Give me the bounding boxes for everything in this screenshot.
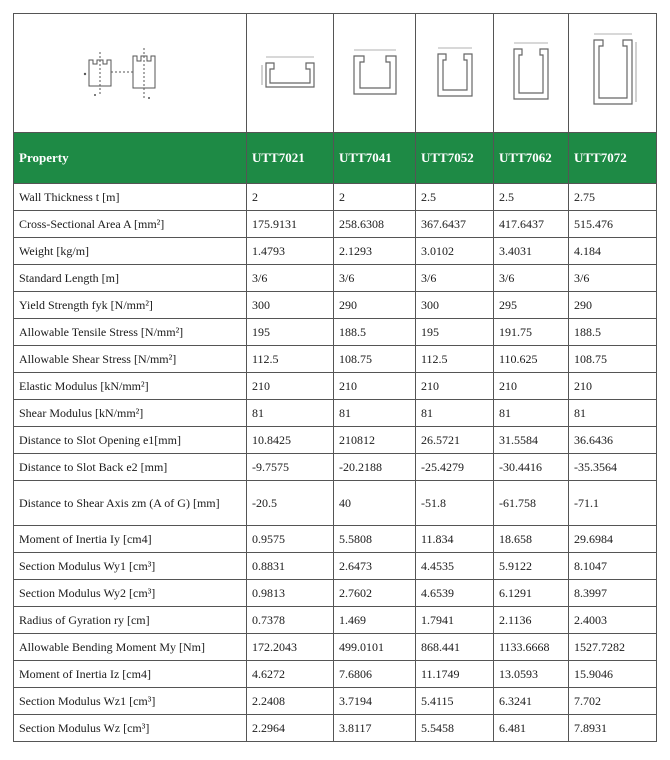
value-cell: -35.3564 xyxy=(569,454,657,481)
value-cell: 108.75 xyxy=(334,346,416,373)
profile-overview-cell xyxy=(14,14,247,133)
value-cell: 2.2964 xyxy=(247,715,334,742)
property-label: Moment of Inertia Iz [cm4] xyxy=(14,661,247,688)
value-cell: 1.4793 xyxy=(247,238,334,265)
value-cell: 10.8425 xyxy=(247,427,334,454)
value-cell: 15.9046 xyxy=(569,661,657,688)
value-cell: 4.6272 xyxy=(247,661,334,688)
utt7021-drawing-cell xyxy=(247,14,334,133)
value-cell: 5.4115 xyxy=(416,688,494,715)
value-cell: 31.5584 xyxy=(494,427,569,454)
value-cell: 3/6 xyxy=(334,265,416,292)
specification-table xyxy=(13,13,657,742)
table-row xyxy=(14,481,657,526)
value-cell: 3/6 xyxy=(416,265,494,292)
value-cell: 0.9575 xyxy=(247,526,334,553)
value-cell: 112.5 xyxy=(247,346,334,373)
value-cell: 81 xyxy=(494,400,569,427)
table-row xyxy=(14,553,657,580)
property-label: Section Modulus Wy2 [cm³] xyxy=(14,580,247,607)
value-cell: 7.6806 xyxy=(334,661,416,688)
table-row xyxy=(14,184,657,211)
table-row xyxy=(14,346,657,373)
value-cell: 6.3241 xyxy=(494,688,569,715)
value-cell: 3.8117 xyxy=(334,715,416,742)
value-cell: 1527.7282 xyxy=(569,634,657,661)
value-cell: 8.3997 xyxy=(569,580,657,607)
value-cell: 3.7194 xyxy=(334,688,416,715)
property-header: Property xyxy=(14,133,247,184)
property-label: Moment of Inertia Iy [cm4] xyxy=(14,526,247,553)
table-row xyxy=(14,688,657,715)
value-cell: 4.184 xyxy=(569,238,657,265)
value-cell: 2.5 xyxy=(416,184,494,211)
property-label: Distance to Slot Opening e1[mm] xyxy=(14,427,247,454)
property-label: Distance to Shear Axis zm (A of G) [mm] xyxy=(14,481,247,526)
property-label: Yield Strength fyk [N/mm²] xyxy=(14,292,247,319)
value-cell: 210 xyxy=(569,373,657,400)
value-cell: 2.5 xyxy=(494,184,569,211)
value-cell: 210 xyxy=(334,373,416,400)
table-row xyxy=(14,292,657,319)
table-row xyxy=(14,715,657,742)
table-row xyxy=(14,427,657,454)
value-cell: 191.75 xyxy=(494,319,569,346)
value-cell: 81 xyxy=(334,400,416,427)
property-label: Weight [kg/m] xyxy=(14,238,247,265)
value-cell: 2.75 xyxy=(569,184,657,211)
table-header-row xyxy=(14,133,657,184)
value-cell: 172.2043 xyxy=(247,634,334,661)
utt7021-profile-icon xyxy=(252,43,330,103)
value-cell: 7.702 xyxy=(569,688,657,715)
property-label: Distance to Slot Back e2 [mm] xyxy=(14,454,247,481)
value-cell: 258.6308 xyxy=(334,211,416,238)
utt7072-profile-icon xyxy=(576,28,650,118)
utt7072-drawing-cell xyxy=(569,14,657,133)
property-label: Section Modulus Wz1 [cm³] xyxy=(14,688,247,715)
table-row xyxy=(14,373,657,400)
property-label: Wall Thickness t [m] xyxy=(14,184,247,211)
value-cell: 81 xyxy=(247,400,334,427)
value-cell: 13.0593 xyxy=(494,661,569,688)
value-cell: 210 xyxy=(494,373,569,400)
property-label: Section Modulus Wz [cm³] xyxy=(14,715,247,742)
utt7041-profile-icon xyxy=(340,38,410,108)
value-cell: 4.4535 xyxy=(416,553,494,580)
value-cell: 18.658 xyxy=(494,526,569,553)
utt7062-profile-icon xyxy=(500,33,562,113)
value-cell: -20.5 xyxy=(247,481,334,526)
value-cell: 11.1749 xyxy=(416,661,494,688)
value-cell: 367.6437 xyxy=(416,211,494,238)
value-cell: 3.0102 xyxy=(416,238,494,265)
value-cell: 0.9813 xyxy=(247,580,334,607)
value-cell: 2.2408 xyxy=(247,688,334,715)
property-label: Shear Modulus [kN/mm²] xyxy=(14,400,247,427)
value-cell: 108.75 xyxy=(569,346,657,373)
value-cell: 188.5 xyxy=(334,319,416,346)
value-cell: 290 xyxy=(569,292,657,319)
value-cell: 2.7602 xyxy=(334,580,416,607)
utt7041-drawing-cell xyxy=(334,14,416,133)
table-row xyxy=(14,607,657,634)
value-cell: -20.2188 xyxy=(334,454,416,481)
model-header-utt7062: UTT7062 xyxy=(494,133,569,184)
value-cell: 8.1047 xyxy=(569,553,657,580)
model-header-utt7021: UTT7021 xyxy=(247,133,334,184)
model-header-utt7041: UTT7041 xyxy=(334,133,416,184)
value-cell: 195 xyxy=(416,319,494,346)
property-label: Cross-Sectional Area A [mm²] xyxy=(14,211,247,238)
value-cell: 1133.6668 xyxy=(494,634,569,661)
property-label: Allowable Shear Stress [N/mm²] xyxy=(14,346,247,373)
value-cell: 1.469 xyxy=(334,607,416,634)
table-row xyxy=(14,319,657,346)
table-row xyxy=(14,238,657,265)
table-row xyxy=(14,400,657,427)
value-cell: 6.1291 xyxy=(494,580,569,607)
table-row xyxy=(14,454,657,481)
utt7062-drawing-cell xyxy=(494,14,569,133)
table-row xyxy=(14,580,657,607)
property-label: Elastic Modulus [kN/mm²] xyxy=(14,373,247,400)
value-cell: 417.6437 xyxy=(494,211,569,238)
value-cell: 7.8931 xyxy=(569,715,657,742)
value-cell: 6.481 xyxy=(494,715,569,742)
value-cell: 499.0101 xyxy=(334,634,416,661)
property-label: Allowable Bending Moment My [Nm] xyxy=(14,634,247,661)
channel-section-overview-icon xyxy=(75,38,185,108)
value-cell: -61.758 xyxy=(494,481,569,526)
value-cell: 2.1136 xyxy=(494,607,569,634)
value-cell: 2 xyxy=(247,184,334,211)
value-cell: 11.834 xyxy=(416,526,494,553)
value-cell: 515.476 xyxy=(569,211,657,238)
value-cell: 290 xyxy=(334,292,416,319)
property-label: Standard Length [m] xyxy=(14,265,247,292)
table-row xyxy=(14,526,657,553)
value-cell: 868.441 xyxy=(416,634,494,661)
model-header-utt7072: UTT7072 xyxy=(569,133,657,184)
value-cell: 3/6 xyxy=(569,265,657,292)
value-cell: 210 xyxy=(247,373,334,400)
table-row xyxy=(14,211,657,238)
value-cell: 195 xyxy=(247,319,334,346)
value-cell: 2 xyxy=(334,184,416,211)
value-cell: 2.1293 xyxy=(334,238,416,265)
value-cell: 0.8831 xyxy=(247,553,334,580)
value-cell: 175.9131 xyxy=(247,211,334,238)
property-label: Radius of Gyration ry [cm] xyxy=(14,607,247,634)
table-row xyxy=(14,634,657,661)
value-cell: 300 xyxy=(247,292,334,319)
model-header-utt7052: UTT7052 xyxy=(416,133,494,184)
table-row xyxy=(14,265,657,292)
value-cell: 5.5808 xyxy=(334,526,416,553)
value-cell: 3.4031 xyxy=(494,238,569,265)
value-cell: 4.6539 xyxy=(416,580,494,607)
value-cell: 36.6436 xyxy=(569,427,657,454)
value-cell: 210812 xyxy=(334,427,416,454)
utt7052-profile-icon xyxy=(422,38,488,108)
profile-drawings-row xyxy=(14,14,657,133)
value-cell: 210 xyxy=(416,373,494,400)
table-row xyxy=(14,661,657,688)
value-cell: -51.8 xyxy=(416,481,494,526)
property-label: Section Modulus Wy1 [cm³] xyxy=(14,553,247,580)
value-cell: 0.7378 xyxy=(247,607,334,634)
value-cell: 2.6473 xyxy=(334,553,416,580)
value-cell: 1.7941 xyxy=(416,607,494,634)
value-cell: 5.5458 xyxy=(416,715,494,742)
value-cell: 112.5 xyxy=(416,346,494,373)
utt7052-drawing-cell xyxy=(416,14,494,133)
value-cell: 29.6984 xyxy=(569,526,657,553)
value-cell: 3/6 xyxy=(494,265,569,292)
value-cell: -30.4416 xyxy=(494,454,569,481)
value-cell: 3/6 xyxy=(247,265,334,292)
value-cell: 81 xyxy=(569,400,657,427)
value-cell: 295 xyxy=(494,292,569,319)
value-cell: -71.1 xyxy=(569,481,657,526)
value-cell: 5.9122 xyxy=(494,553,569,580)
value-cell: -25.4279 xyxy=(416,454,494,481)
value-cell: -9.7575 xyxy=(247,454,334,481)
value-cell: 188.5 xyxy=(569,319,657,346)
value-cell: 110.625 xyxy=(494,346,569,373)
value-cell: 81 xyxy=(416,400,494,427)
value-cell: 2.4003 xyxy=(569,607,657,634)
value-cell: 300 xyxy=(416,292,494,319)
value-cell: 40 xyxy=(334,481,416,526)
value-cell: 26.5721 xyxy=(416,427,494,454)
property-label: Allowable Tensile Stress [N/mm²] xyxy=(14,319,247,346)
